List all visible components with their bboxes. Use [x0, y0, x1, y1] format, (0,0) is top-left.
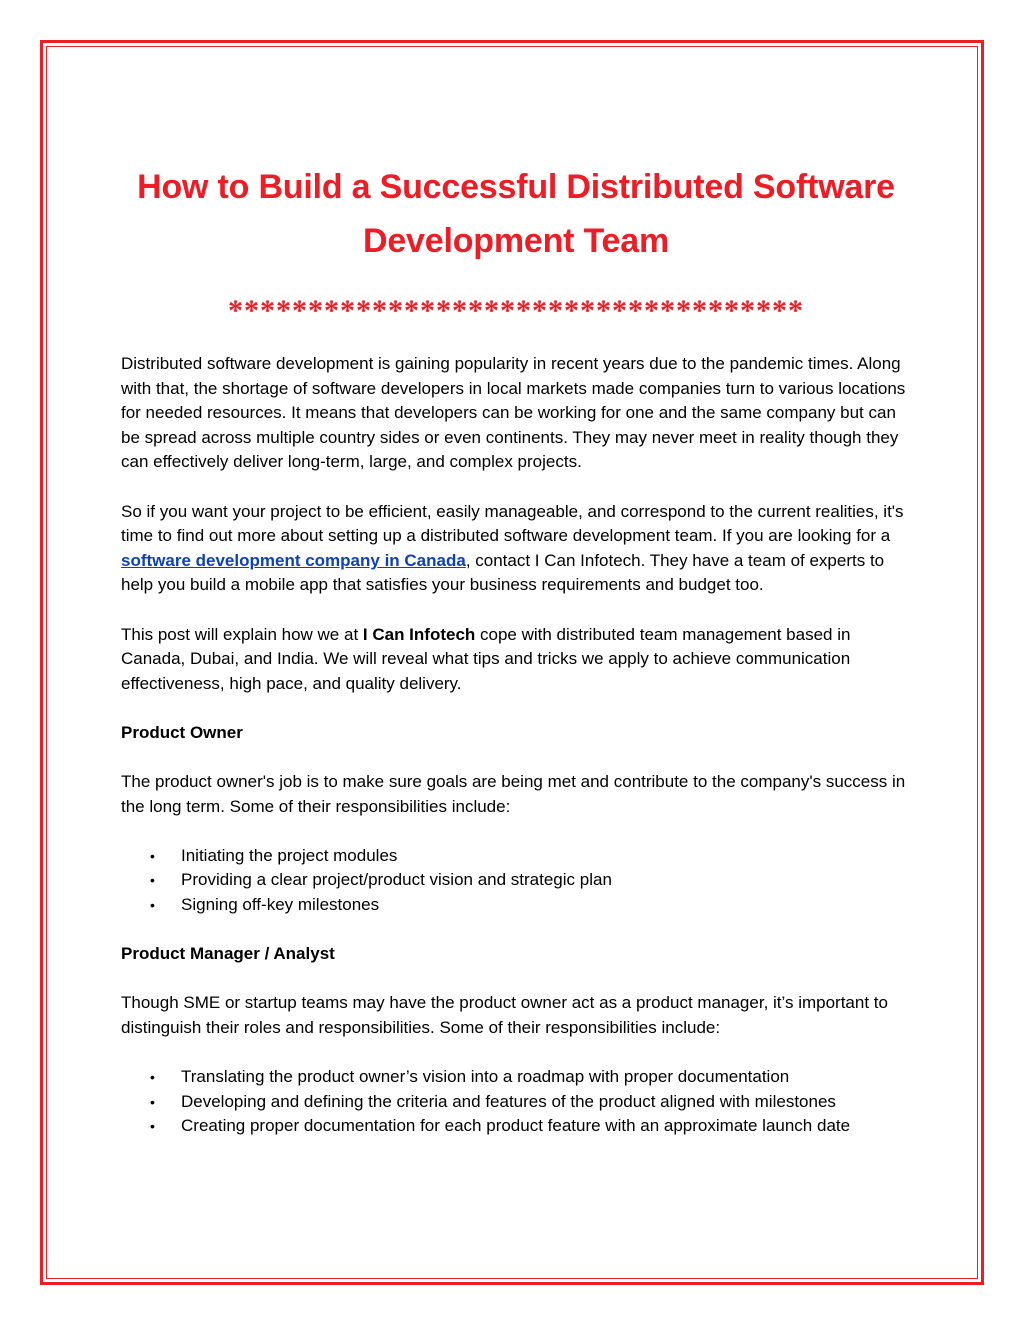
list-item	[150, 1065, 911, 1090]
product-manager-responsibilities	[121, 1065, 911, 1139]
document-body	[121, 150, 911, 1139]
bullet-icon: •	[150, 897, 155, 914]
cta-text-pre: So if you want your project to be efficient, easily manageable, and correspond to the current realities, it's time to find out more about setting up a distributed software development team. If you are looking for a	[121, 501, 904, 546]
document-title: How to Build a Successful Distributed Software Development Team	[137, 168, 895, 260]
company-text-post: cope with distributed team management based in Canada, Dubai, and India. We will reveal what tips and tricks we apply to achieve communication effectiveness, high pace, and quality delivery.	[121, 624, 851, 693]
bullet-icon: •	[150, 847, 155, 864]
bullet-icon: •	[150, 1118, 155, 1135]
list-item-text: Developing and defining the criteria and features of the product aligned with milestones	[181, 1091, 836, 1111]
list-item-text: Translating the product owner’s vision into a roadmap with proper documentation	[181, 1067, 790, 1087]
cta-text-post: , contact I Can Infotech. They have a team of experts to help you build a mobile app that satisfies your business requirements and budget too.	[121, 550, 885, 595]
list-item-text: Initiating the project modules	[181, 845, 398, 865]
list-item-text: Signing off-key milestones	[181, 895, 380, 915]
section-heading-product-manager: Product Manager / Analyst	[121, 944, 335, 964]
intro-paragraph: Distributed software development is gaining popularity in recent years due to the pandemic times. Along with that, the shortage of software developers in local markets made companies turn to various locations for needed resources. It means that developers can be working for one and the same company but can be spread across multiple country sides or even continents. They may never meet in reality though they can effectively deliver long-term, large, and complex projects.	[121, 354, 906, 472]
company-paragraph	[121, 623, 911, 697]
bullet-icon: •	[150, 1093, 155, 1110]
product-owner-intro: The product owner's job is to make sure goals are being met and contribute to the company's success in the long term. Some of their responsibilities include:	[121, 772, 906, 816]
section-heading-product-owner: Product Owner	[121, 722, 243, 742]
bullet-icon: •	[150, 872, 155, 889]
list-item	[150, 1114, 911, 1139]
company-name: I Can Infotech	[362, 624, 476, 644]
product-owner-responsibilities	[121, 844, 911, 918]
product-manager-intro: Though SME or startup teams may have the product owner act as a product manager, it’s important to distinguish their roles and responsibilities. Some of their responsibilities include:	[121, 993, 888, 1038]
title-separator: ************************************	[228, 294, 804, 327]
list-item	[150, 868, 911, 893]
list-item	[150, 844, 911, 869]
list-item	[150, 893, 911, 918]
list-item-text: Creating proper documentation for each product feature with an approximate launch date	[181, 1116, 851, 1136]
list-item-text: Providing a clear project/product vision and strategic plan	[181, 870, 612, 890]
cta-paragraph	[121, 500, 911, 598]
software-company-canada-link[interactable]: software development company in Canada	[121, 550, 466, 570]
bullet-icon: •	[150, 1069, 155, 1086]
company-text-pre: This post will explain how we at	[121, 624, 363, 644]
list-item	[150, 1090, 911, 1115]
